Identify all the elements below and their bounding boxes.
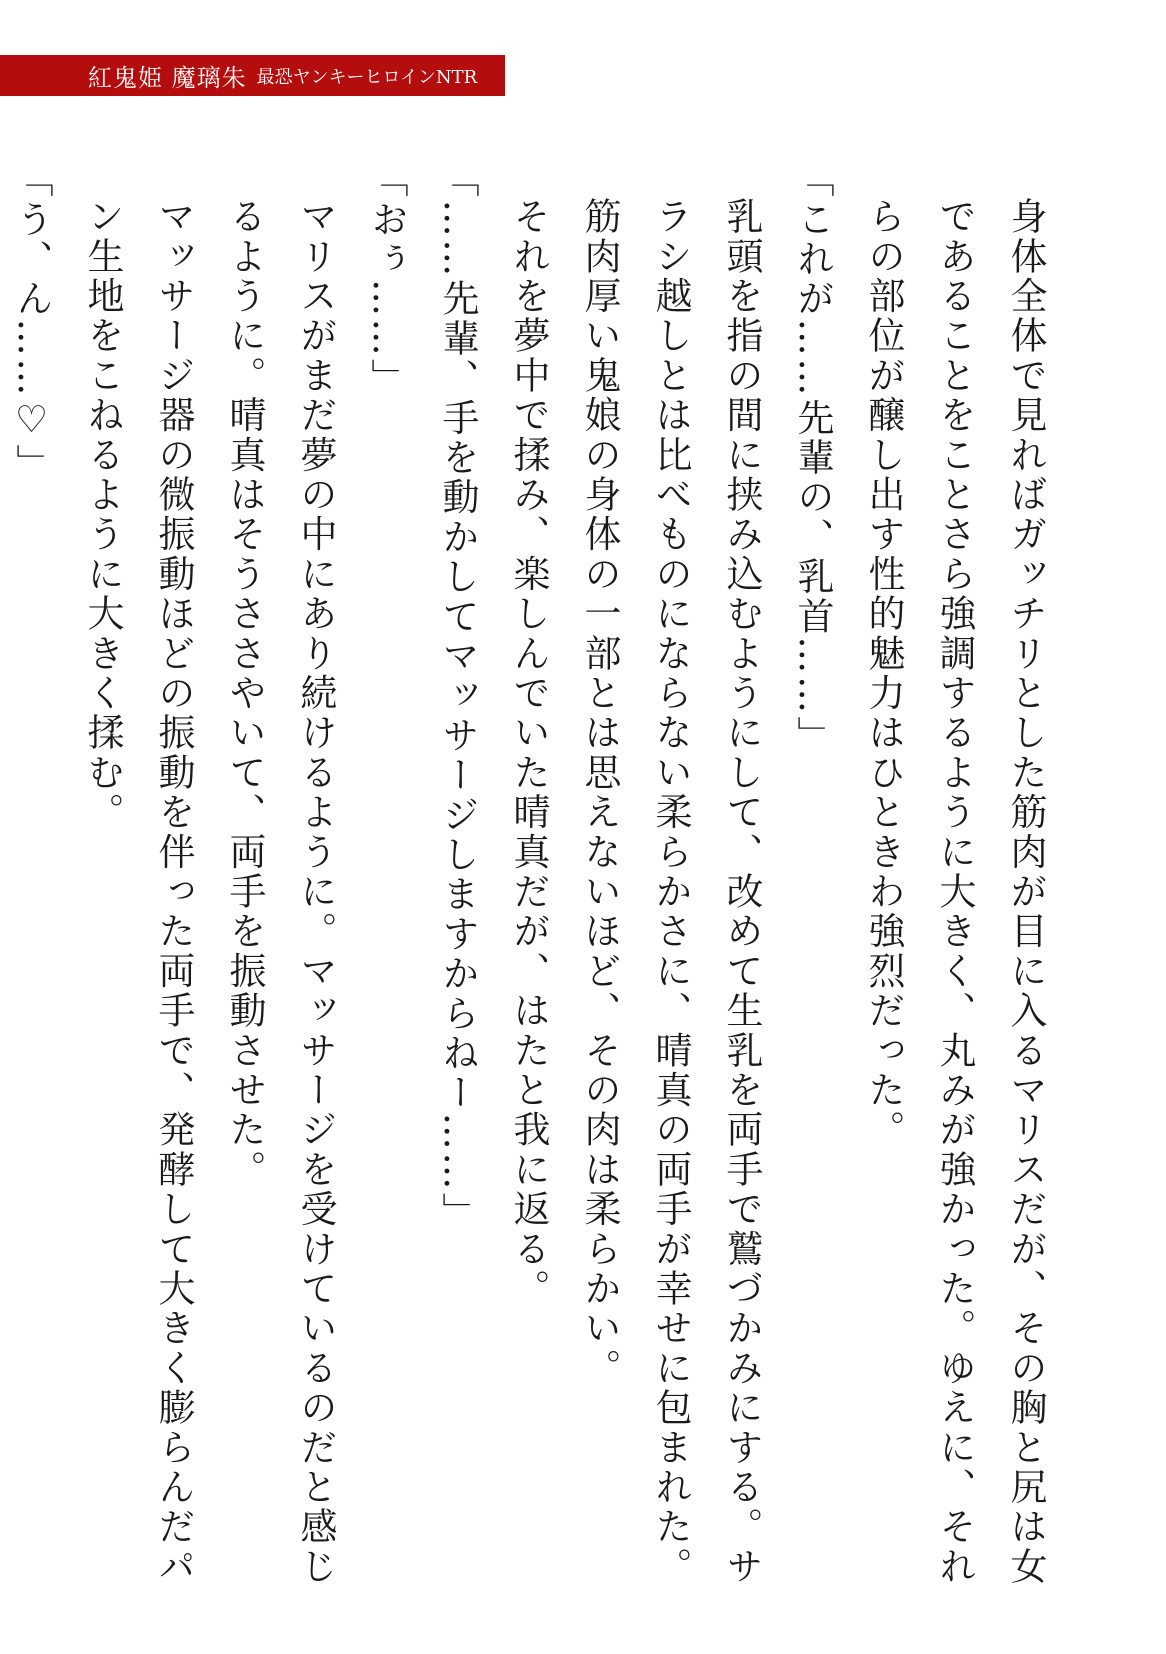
paragraph: 乳頭を指の間に挟み込むようにして、改めて生乳を両手で鷲づかみにする。サラシ越しとは比べものにならない柔らかさに、晴真の両手が幸せに包まれた。筋肉厚い鬼娘の身体の一部とは思えないほど、その肉は柔らかい。 [578, 197, 763, 1587]
paragraph: マリスがまだ夢の中にあり続けるように。マッサージを受けているのだと感じるように。晴真はそうささやいて、両手を振動させた。 [223, 197, 337, 1587]
dialogue-line: 「う、ん……♡」 [10, 160, 53, 484]
dialogue-line: 「……先輩、手を動かしてマッサージしますからねー……」 [436, 160, 479, 1232]
vertical-text-body [10, 160, 1061, 1620]
header-band [0, 55, 505, 96]
book-subtitle: 最恐ヤンキーヒロインNTR [256, 66, 478, 88]
dialogue-line: 「おぅ……」 [365, 160, 408, 399]
paragraph: 身体全体で見ればガッチリとした筋肉が目に入るマリスだが、その胸と尻は女であることをことさら強調するように大きく、丸みが強かった。ゆえに、それらの部位が醸し出す性的魅力はひときわ強烈だった。 [862, 197, 1047, 1587]
paragraph: それを夢中で揉み、楽しんでいた晴真だが、はたと我に返る。 [507, 197, 550, 1309]
paragraph: マッサージ器の微振動ほどの振動を伴った両手で、発酵して大きく膨らんだパン生地をこねるように大きく揉む。 [81, 197, 195, 1587]
book-title: 紅鬼姫 魔璃朱 [88, 64, 247, 92]
dialogue-line: 「これが……先輩の、乳首……」 [791, 160, 834, 756]
